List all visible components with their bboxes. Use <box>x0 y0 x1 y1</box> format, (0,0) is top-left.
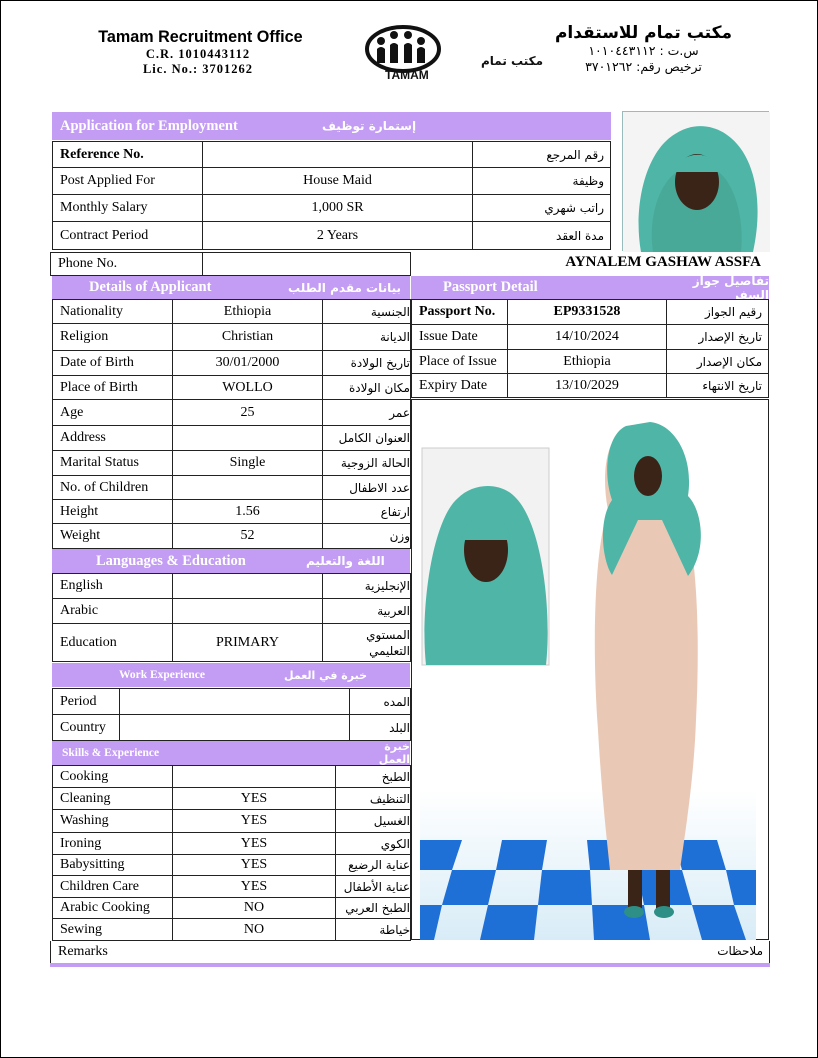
expiry-date-label-ar: تاريخ الانتهاء <box>666 373 769 398</box>
skills-title-bar <box>52 741 410 765</box>
period-label-ar: المده <box>349 688 411 715</box>
marital-label: Marital Status <box>52 450 173 476</box>
religion-label: Religion <box>52 323 173 351</box>
issue-date-value: 14/10/2024 <box>507 324 667 350</box>
passport-title-ar: تفاصيل جواز السفر <box>692 273 769 302</box>
salary-label: Monthly Salary <box>52 194 203 222</box>
children-label: No. of Children <box>52 475 173 500</box>
height-label-ar: ارتفاع <box>322 499 411 524</box>
issue-date-label: Issue Date <box>411 324 508 350</box>
dob-label-ar: تاريخ الولادة <box>322 350 411 376</box>
expiry-date-label: Expiry Date <box>411 373 508 398</box>
arabic-label: Arabic <box>52 598 173 624</box>
dob-value: 30/01/2000 <box>172 350 323 376</box>
passport-title-bar <box>411 273 769 302</box>
washing-label: Washing <box>52 809 173 833</box>
place-of-issue-label: Place of Issue <box>411 349 508 374</box>
children-care-value: YES <box>172 875 336 898</box>
company-license-ar: ترخيص رقم: ٣٧٠١٢٦٢ <box>585 59 702 74</box>
post-label-ar: وظيفة <box>472 167 611 195</box>
applicant-name: AYNALEM GASHAW ASSFA <box>565 254 761 270</box>
country-value <box>119 714 350 741</box>
cooking-label-ar: الطبخ <box>335 765 411 788</box>
babysitting-label-ar: عناية الرضيع <box>335 854 411 876</box>
place-of-issue-value: Ethiopia <box>507 349 667 374</box>
marital-label-ar: الحالة الزوجية <box>322 450 411 476</box>
arabic-value <box>172 598 323 624</box>
children-care-label-ar: عناية الأطفال <box>335 875 411 898</box>
pob-label: Place of Birth <box>52 375 173 400</box>
company-header-en <box>93 27 303 77</box>
languages-title-ar: اللغة والتعليم <box>306 554 385 568</box>
cleaning-label: Cleaning <box>52 787 173 810</box>
education-label: Education <box>52 623 173 662</box>
nationality-label-ar: الجنسية <box>322 299 411 324</box>
period-value <box>119 688 350 715</box>
religion-value: Christian <box>172 323 323 351</box>
company-header-ar <box>536 23 751 75</box>
education-label-ar: المستوي التعليمي <box>322 623 411 662</box>
phone-value <box>202 252 411 276</box>
country-label: Country <box>52 714 120 741</box>
cleaning-value: YES <box>172 787 336 810</box>
company-cr-en: C.R. 1010443112 <box>145 47 251 61</box>
washing-label-ar: الغسيل <box>335 809 411 833</box>
contract-value: 2 Years <box>202 221 473 250</box>
address-value <box>172 425 323 451</box>
babysitting-label: Babysitting <box>52 854 173 876</box>
application-title-en: Application for Employment <box>60 117 238 134</box>
sewing-label-ar: خياطة <box>335 918 411 941</box>
application-title-bar <box>52 112 611 140</box>
english-label: English <box>52 573 173 599</box>
ironing-label-ar: الكوي <box>335 832 411 855</box>
english-label-ar: الإنجليزية <box>322 573 411 599</box>
weight-value: 52 <box>172 523 323 549</box>
religion-label-ar: الديانة <box>322 323 411 351</box>
remarks-row <box>50 941 770 963</box>
passport-no-value: EP9331528 <box>507 299 667 325</box>
reference-value <box>202 141 473 168</box>
logo-text-ar: مكتب تمام <box>481 54 544 68</box>
arabic-cooking-value: NO <box>172 897 336 919</box>
ironing-label: Ironing <box>52 832 173 855</box>
age-label-ar: عمر <box>322 399 411 426</box>
reference-label: Reference No. <box>52 141 203 168</box>
sewing-label: Sewing <box>52 918 173 941</box>
dob-label: Date of Birth <box>52 350 173 376</box>
company-name-en: Tamam Recruitment Office <box>98 27 303 46</box>
post-label: Post Applied For <box>52 167 203 195</box>
period-label: Period <box>52 688 120 715</box>
passport-no-label: Passport No. <box>411 299 508 325</box>
salary-value: 1,000 SR <box>202 194 473 222</box>
cooking-value <box>172 765 336 788</box>
contract-label: Contract Period <box>52 221 203 250</box>
remarks-label: Remarks <box>58 944 108 959</box>
cooking-label: Cooking <box>52 765 173 788</box>
languages-title-en: Languages & Education <box>96 552 246 569</box>
company-cr-ar: س.ت : ١٠١٠٤٤٣١١٢ <box>588 43 699 58</box>
work-title-en: Work Experience <box>119 669 205 681</box>
company-name-ar: مكتب تمام للاستقدام <box>554 23 733 43</box>
nationality-value: Ethiopia <box>172 299 323 324</box>
remarks-label-ar: ملاحظات <box>717 944 763 958</box>
arabic-label-ar: العربية <box>322 598 411 624</box>
applicant-full-photo <box>411 399 769 940</box>
english-value <box>172 573 323 599</box>
pob-label-ar: مكان الولادة <box>322 375 411 400</box>
children-value <box>172 475 323 500</box>
weight-label-ar: وزن <box>322 523 411 549</box>
reference-label-ar: رقم المرجع <box>472 141 611 168</box>
applicant-title-bar <box>52 276 410 299</box>
languages-title-bar <box>52 549 410 573</box>
skills-title-en: Skills & Experience <box>62 747 160 759</box>
applicant-portrait-photo <box>622 111 769 251</box>
applicant-title-ar: بيانات مقدم الطلب <box>288 280 402 295</box>
arabic-cooking-label: Arabic Cooking <box>52 897 173 919</box>
nationality-label: Nationality <box>52 299 173 324</box>
application-title-ar: إستمارة توظيف <box>322 119 417 133</box>
passport-title-en: Passport Detail <box>443 279 538 295</box>
sewing-value: NO <box>172 918 336 941</box>
arabic-cooking-label-ar: الطبخ العربي <box>335 897 411 919</box>
pob-value: WOLLO <box>172 375 323 400</box>
ironing-value: YES <box>172 832 336 855</box>
country-label-ar: البلد <box>349 714 411 741</box>
tamam-logo <box>363 21 544 82</box>
height-label: Height <box>52 499 173 524</box>
babysitting-value: YES <box>172 854 336 876</box>
marital-value: Single <box>172 450 323 476</box>
issue-date-label-ar: تاريخ الإصدار <box>666 324 769 350</box>
applicant-title-en: Details of Applicant <box>89 279 212 295</box>
phone-label: Phone No. <box>50 252 203 276</box>
passport-no-label-ar: رقيم الجواز <box>666 299 769 325</box>
education-value: PRIMARY <box>172 623 323 662</box>
weight-label: Weight <box>52 523 173 549</box>
address-label: Address <box>52 425 173 451</box>
remarks-bottom-bar <box>50 963 770 967</box>
age-label: Age <box>52 399 173 426</box>
children-label-ar: عدد الاطفال <box>322 475 411 500</box>
age-value: 25 <box>172 399 323 426</box>
salary-label-ar: راتب شهري <box>472 194 611 222</box>
cleaning-label-ar: التنظيف <box>335 787 411 810</box>
company-license-en: Lic. No.: 3701262 <box>142 62 254 76</box>
skills-title-ar: خبرة العمل <box>378 740 410 766</box>
address-label-ar: العنوان الكامل <box>322 425 411 451</box>
work-title-bar <box>52 663 410 687</box>
height-value: 1.56 <box>172 499 323 524</box>
work-title-ar: خبرة في العمل <box>284 668 368 682</box>
washing-value: YES <box>172 809 336 833</box>
expiry-date-value: 13/10/2029 <box>507 373 667 398</box>
contract-label-ar: مدة العقد <box>472 221 611 250</box>
place-of-issue-label-ar: مكان الإصدار <box>666 349 769 374</box>
children-care-label: Children Care <box>52 875 173 898</box>
post-value: House Maid <box>202 167 473 195</box>
logo-text-en: TAMAM <box>385 68 429 82</box>
